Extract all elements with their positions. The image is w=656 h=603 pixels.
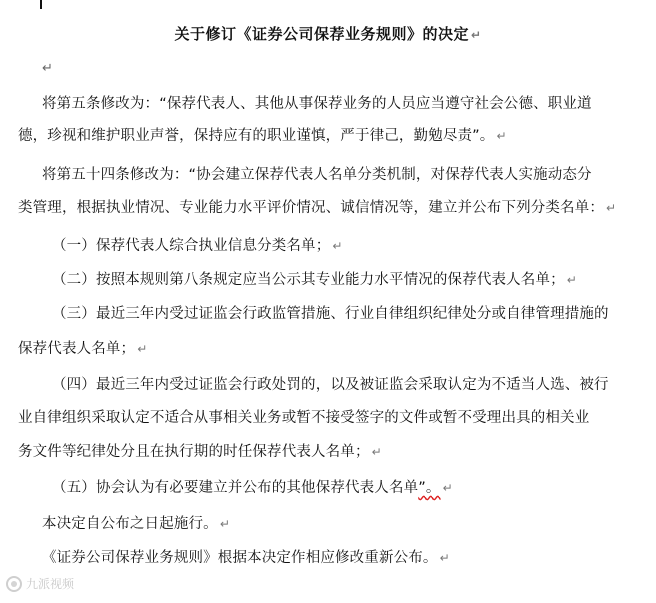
- list-item-3-line-2: 保荐代表人名单； ↵: [18, 341, 148, 357]
- list-item-4-line-2: 业自律组织采取认定不适合从事相关业务或暂不接受签字的文件或暂不受理出具的相关业: [18, 410, 590, 426]
- effective-date-paragraph: 本决定自公布之日起施行。 ↵: [42, 516, 231, 532]
- text-cursor: [40, 0, 42, 9]
- republish-paragraph: 《证券公司保荐业务规则》根据本决定作相应修改重新公布。 ↵: [42, 550, 450, 566]
- list-item-4-line-3: 务文件等纪律处分且在执行期的时任保荐代表人名单； ↵: [18, 444, 382, 460]
- paragraph-1-line-1: 将第五条修改为：“保荐代表人、其他从事保荐业务的人员应当遵守社会公德、职业道: [42, 96, 592, 112]
- list-item-4-line-1: （四）最近三年内受过证监会行政处罚的，以及被证监会采取认定为不适当人选、被行: [52, 377, 609, 393]
- watermark-logo-icon: [6, 576, 22, 592]
- list-item-1: （一）保荐代表人综合执业信息分类名单； ↵: [52, 238, 343, 254]
- empty-paragraph-mark: ↵: [42, 61, 53, 76]
- document-title: 关于修订《证券公司保荐业务规则》的决定 ↵: [174, 25, 482, 43]
- list-item-3-line-1: （三）最近三年内受过证监会行政监管措施、行业自律组织纪律处分或自律管理措施的: [52, 306, 609, 322]
- list-item-5: （五）协会认为有必要建立并公布的其他保荐代表人名单”。 ↵: [52, 480, 453, 496]
- list-item-2: （二）按照本规则第八条规定应当公示其专业能力水平情况的保荐代表人名单； ↵: [52, 272, 577, 288]
- paragraph-1-line-2: 德，珍视和维护职业声誉，保持应有的职业谨慎，严于律己，勤勉尽责”。 ↵: [18, 128, 507, 144]
- paragraph-2-line-1: 将第五十四条修改为：“协会建立保荐代表人名单分类机制，对保荐代表人实施动态分: [42, 167, 592, 183]
- paragraph-2-line-2: 类管理，根据执业情况、专业能力水平评价情况、诚信情况等，建立并公布下列分类名单： ↵: [18, 200, 617, 216]
- spelling-underline: ”。: [418, 480, 441, 496]
- watermark: 九派视频: [6, 575, 74, 592]
